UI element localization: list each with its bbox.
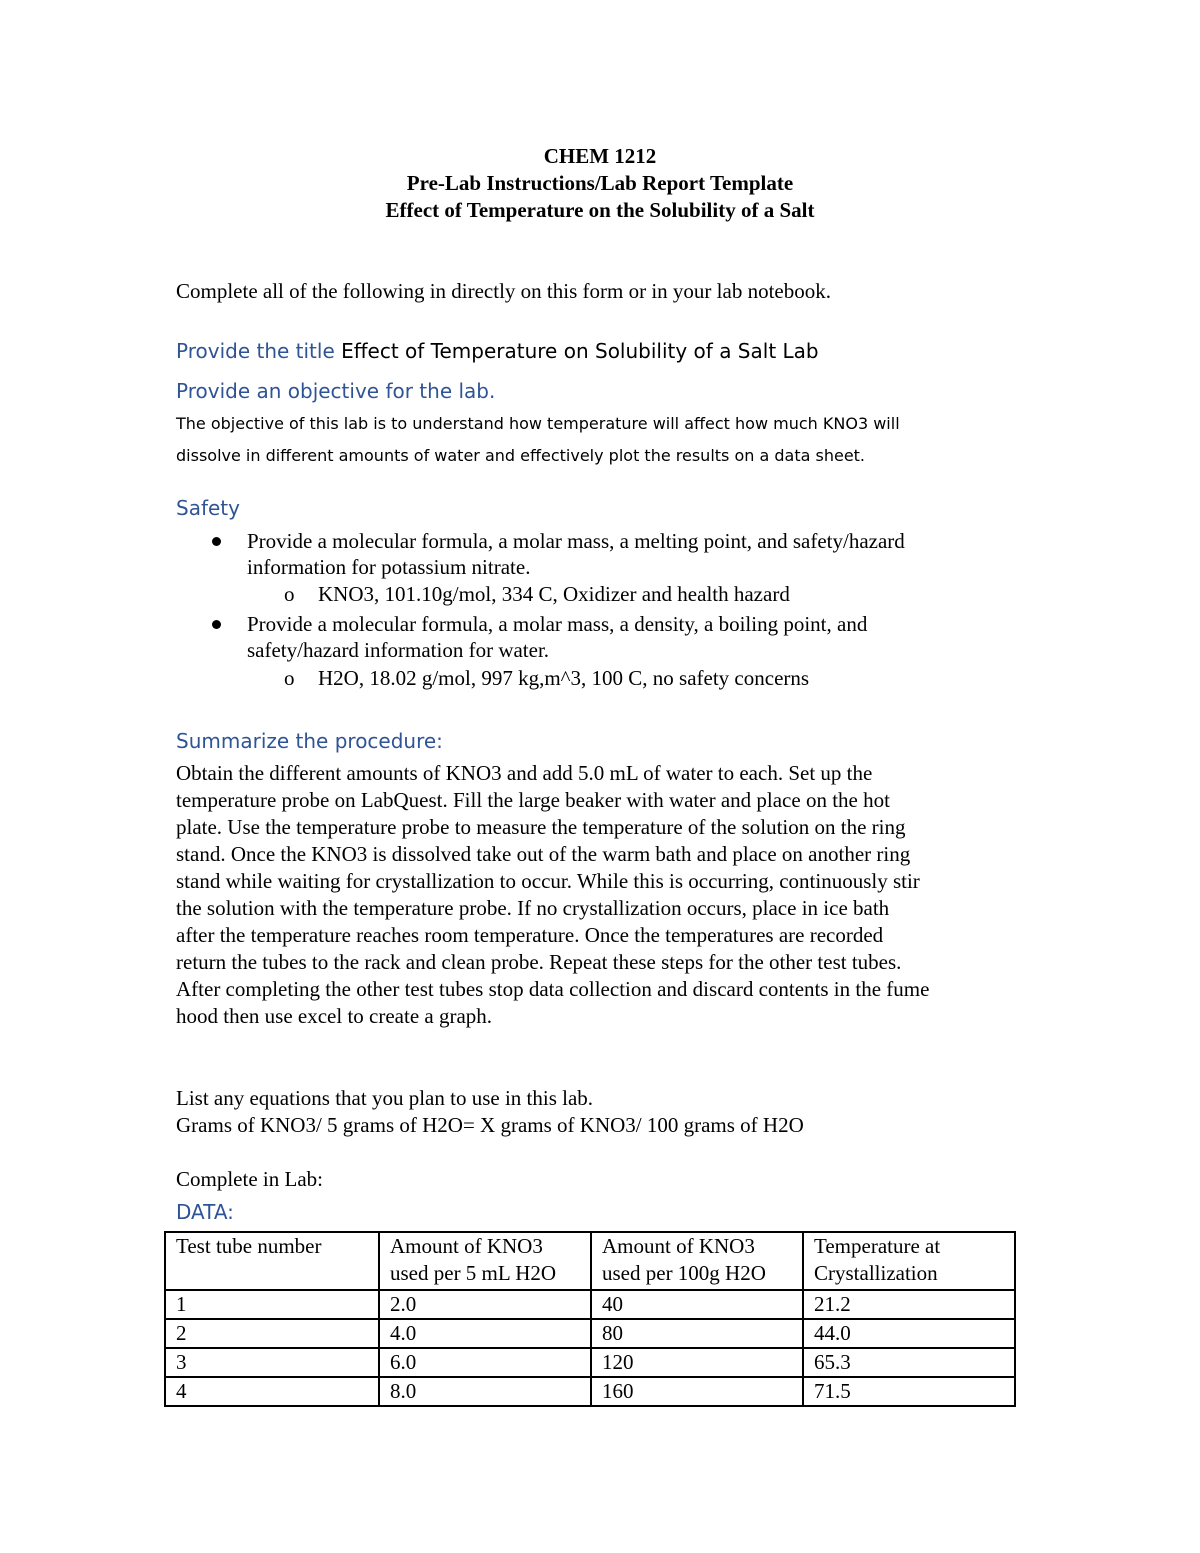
safety-question-line: Provide a molecular formula, a molar mass, a melting point, and safety/hazard — [247, 529, 905, 553]
procedure-line: after the temperature reaches room temperature. Once the temperatures are recorded — [176, 923, 884, 947]
safety-question-line: Provide a molecular formula, a molar mass, a density, a boiling point, and — [247, 612, 868, 636]
table-header-cell: Temperature at Crystallization — [803, 1232, 1015, 1290]
procedure-heading: Summarize the procedure: — [176, 729, 443, 753]
table-cell: 80 — [591, 1319, 803, 1348]
document-header — [0, 143, 1200, 224]
table-row — [165, 1348, 1015, 1377]
table-cell: 71.5 — [803, 1377, 1015, 1406]
procedure-line: plate. Use the temperature probe to measure the temperature of the solution on the ring — [176, 815, 906, 839]
sub-bullet-icon: o — [284, 666, 295, 690]
intro-instruction: Complete all of the following in directly on this form or in your lab notebook. — [176, 279, 831, 303]
table-row — [165, 1290, 1015, 1319]
objective-heading: Provide an objective for the lab. — [176, 379, 496, 403]
procedure-line: Obtain the different amounts of KNO3 and add 5.0 mL of water to each. Set up the — [176, 761, 873, 785]
table-cell: 8.0 — [379, 1377, 591, 1406]
safety-question-line: safety/hazard information for water. — [247, 638, 550, 662]
table-row — [165, 1377, 1015, 1406]
objective-text — [176, 408, 1036, 472]
table-cell: 6.0 — [379, 1348, 591, 1377]
course-code: CHEM 1212 — [543, 144, 657, 168]
table-cell: 120 — [591, 1348, 803, 1377]
table-header-cell: Amount of KNO3 used per 100g H2O — [591, 1232, 803, 1290]
objective-line: dissolve in different amounts of water and effectively plot the results on a data sheet. — [176, 446, 866, 465]
table-row — [165, 1319, 1015, 1348]
table-cell: 1 — [165, 1290, 379, 1319]
template-subtitle: Pre-Lab Instructions/Lab Report Template — [406, 171, 794, 195]
procedure-line: stand. Once the KNO3 is dissolved take out of the warm bath and place on another ring — [176, 842, 911, 866]
procedure-text — [176, 760, 1036, 1030]
complete-in-lab-label: Complete in Lab: — [176, 1167, 323, 1191]
experiment-title: Effect of Temperature on the Solubility of a Salt — [385, 198, 815, 222]
table-cell: 65.3 — [803, 1348, 1015, 1377]
table-header-cell: Test tube number — [165, 1232, 379, 1290]
table-cell: 4.0 — [379, 1319, 591, 1348]
safety-question-line: information for potassium nitrate. — [247, 555, 531, 579]
table-cell: 3 — [165, 1348, 379, 1377]
title-section — [176, 337, 1036, 368]
table-cell: 2.0 — [379, 1290, 591, 1319]
table-header-row — [165, 1232, 1015, 1290]
procedure-line: return the tubes to the rack and clean probe. Repeat these steps for the other test tubes. — [176, 950, 902, 974]
procedure-line: hood then use excel to create a graph. — [176, 1004, 493, 1028]
procedure-line: the solution with the temperature probe. If no crystallization occurs, place in ice bath — [176, 896, 890, 920]
title-label: Provide the title — [176, 339, 342, 363]
equation-text: Grams of KNO3/ 5 grams of H2O= X grams of KNO3/ 100 grams of H2O — [176, 1113, 804, 1137]
data-table — [164, 1231, 1016, 1407]
table-cell: 160 — [591, 1377, 803, 1406]
data-heading: DATA: — [176, 1200, 234, 1224]
table-cell: 44.0 — [803, 1319, 1015, 1348]
safety-heading: Safety — [176, 496, 240, 520]
bullet-icon — [212, 537, 221, 546]
table-cell: 21.2 — [803, 1290, 1015, 1319]
safety-answer-text: KNO3, 101.10g/mol, 334 C, Oxidizer and health hazard — [318, 582, 790, 606]
table-header-cell: Amount of KNO3 used per 5 mL H2O — [379, 1232, 591, 1290]
objective-line: The objective of this lab is to understand how temperature will affect how much KNO3 will — [176, 414, 900, 433]
table-cell: 2 — [165, 1319, 379, 1348]
table-cell: 40 — [591, 1290, 803, 1319]
table-cell: 4 — [165, 1377, 379, 1406]
procedure-line: After completing the other test tubes stop data collection and discard contents in the fume — [176, 977, 930, 1001]
equations-section — [176, 1085, 1036, 1139]
procedure-line: temperature probe on LabQuest. Fill the large beaker with water and place on the hot — [176, 788, 890, 812]
title-value: Effect of Temperature on Solubility of a Salt Lab — [341, 339, 819, 363]
procedure-line: stand while waiting for crystallization to occur. While this is occurring, continuously stir — [176, 869, 920, 893]
safety-answer-text: H2O, 18.02 g/mol, 997 kg,m^3, 100 C, no safety concerns — [318, 666, 810, 690]
bullet-icon — [212, 620, 221, 629]
sub-bullet-icon: o — [284, 582, 295, 606]
equations-label: List any equations that you plan to use in this lab. — [176, 1086, 594, 1110]
